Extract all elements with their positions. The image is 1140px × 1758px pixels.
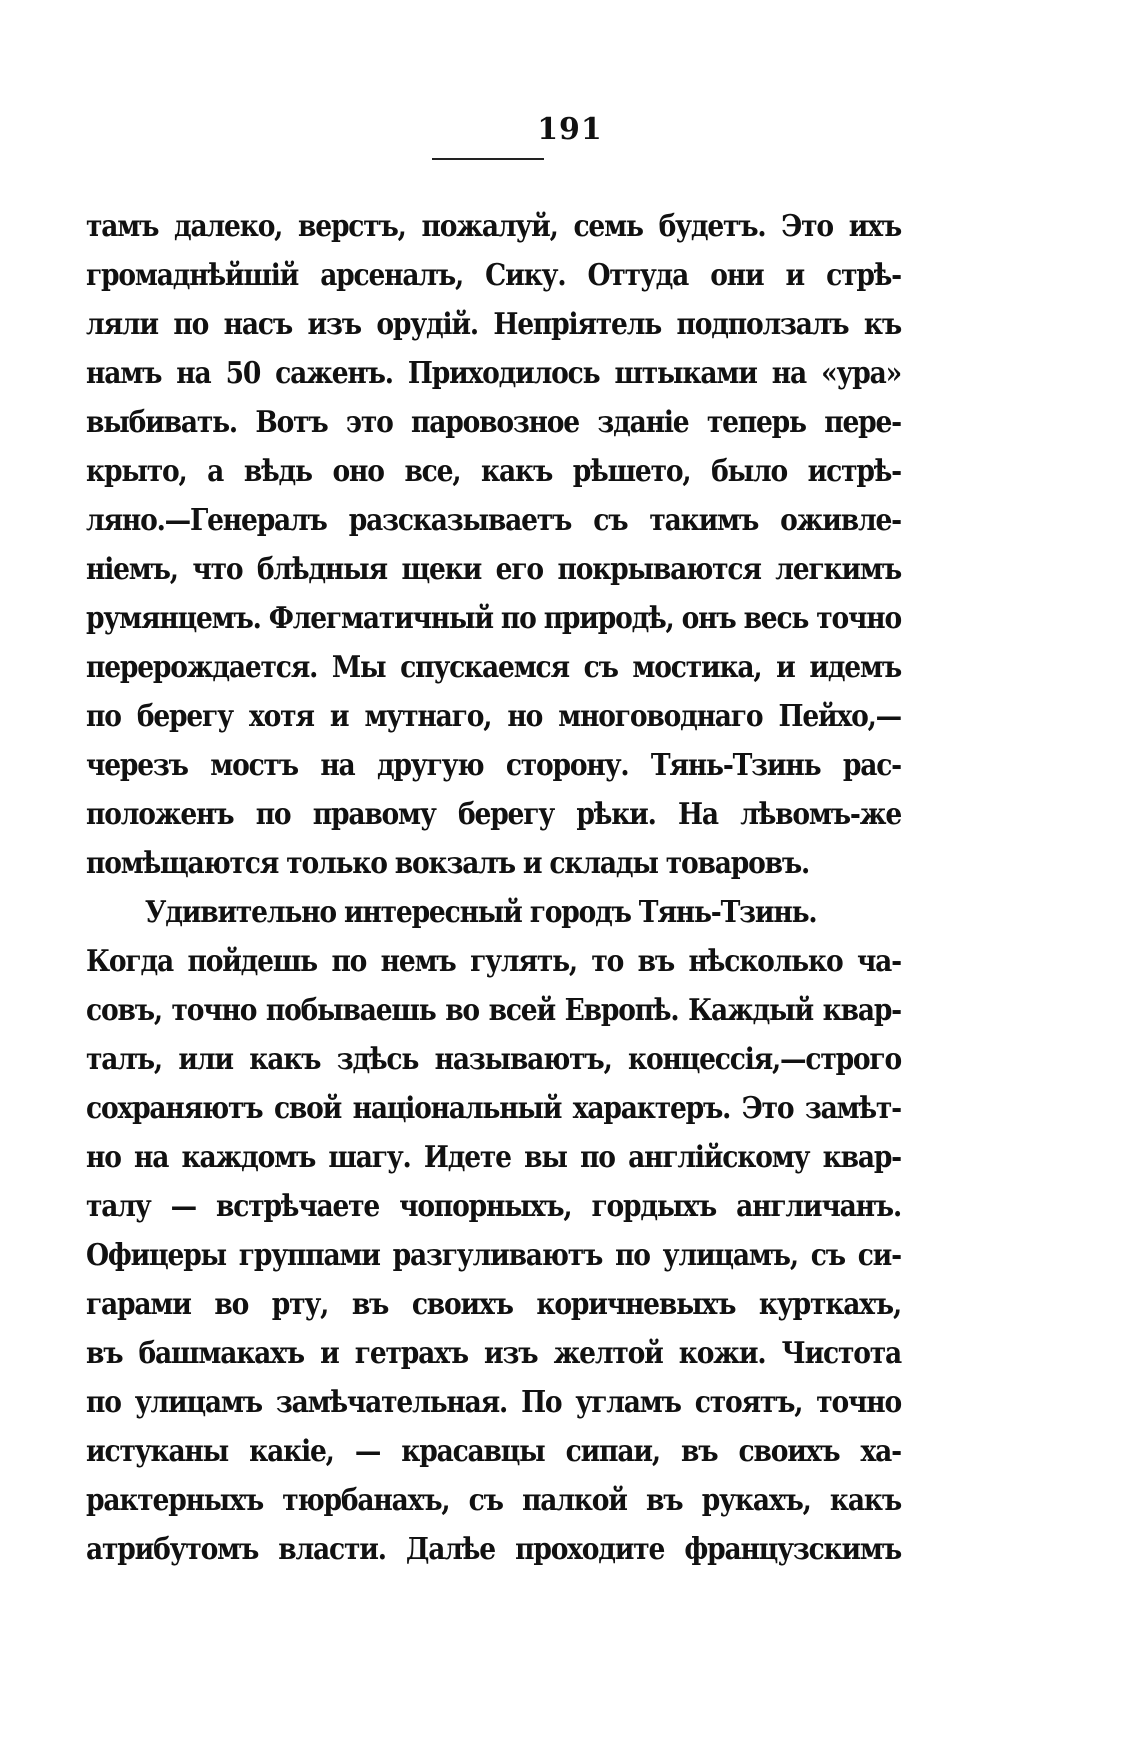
text-line: по берегу хотя и мутнаго, но многоводнаго Пейхо,—: [86, 699, 901, 734]
header-rule: [432, 158, 544, 160]
text-line: ляли по насъ изъ орудій. Непріятель подползалъ къ: [86, 307, 901, 342]
text-line: выбивать. Вотъ это паровозное зданіе теперь пере-: [86, 405, 901, 440]
text-line: истуканы какіе, — красавцы сипаи, въ своихъ ха-: [86, 1434, 901, 1469]
text-line: въ башмакахъ и гетрахъ изъ желтой кожи. Чистота: [86, 1336, 901, 1371]
text-line: но на каждомъ шагу. Идете вы по англійскому квар-: [86, 1140, 901, 1175]
page-number: 191: [537, 112, 603, 147]
text-line: Удивительно интересный городъ Тянь-Тзинь.: [144, 895, 817, 930]
text-line: ляно.—Генералъ разсказываетъ съ такимъ оживле-: [86, 503, 901, 538]
text-line: рактерныхъ тюрбанахъ, съ палкой въ рукахъ, какъ: [86, 1483, 901, 1518]
text-line: Когда пойдешь по немъ гулять, то въ нѣсколько ча-: [86, 944, 901, 979]
text-line: громаднѣйшій арсеналъ, Сику. Оттуда они и стрѣ-: [86, 258, 901, 293]
text-line: намъ на 50 саженъ. Приходилось штыками на «ура»: [86, 356, 901, 391]
text-line: крыто, а вѣдь оно все, какъ рѣшето, было истрѣ-: [86, 454, 901, 489]
text-line: ніемъ, что блѣдныя щеки его покрываются легкимъ: [86, 552, 901, 587]
paragraph: [86, 888, 901, 1574]
text-line: атрибутомъ власти. Далѣе проходите французскимъ: [86, 1532, 901, 1567]
text-line: талу — встрѣчаете чопорныхъ, гордыхъ англичанъ.: [86, 1189, 901, 1224]
text-line: положенъ по правому берегу рѣки. На лѣвомъ-же: [86, 797, 901, 832]
text-line: румянцемъ. Флегматичный по природѣ, онъ весь точно: [86, 601, 901, 636]
text-line: Офицеры группами разгуливаютъ по улицамъ, съ си-: [86, 1238, 901, 1273]
text-line: сохраняютъ свой національный характеръ. Это замѣт-: [86, 1091, 901, 1126]
text-line: черезъ мостъ на другую сторону. Тянь-Тзинь рас-: [86, 748, 901, 783]
text-line: совъ, точно побываешь во всей Европѣ. Каждый квар-: [86, 993, 901, 1028]
text-line: по улицамъ замѣчательная. По угламъ стоятъ, точно: [86, 1385, 901, 1420]
text-line: перерождается. Мы спускаемся съ мостика, и идемъ: [86, 650, 901, 685]
text-line: помѣщаются только вокзалъ и склады товаровъ.: [86, 846, 810, 881]
text-line: тамъ далеко, верстъ, пожалуй, семь будетъ. Это ихъ: [86, 209, 901, 244]
text-line: гарами во рту, въ своихъ коричневыхъ курткахъ,: [86, 1287, 901, 1322]
text-line: талъ, или какъ здѣсь называютъ, концессія,—строго: [86, 1042, 901, 1077]
paragraph: [86, 202, 901, 888]
body-text: [86, 202, 901, 1574]
